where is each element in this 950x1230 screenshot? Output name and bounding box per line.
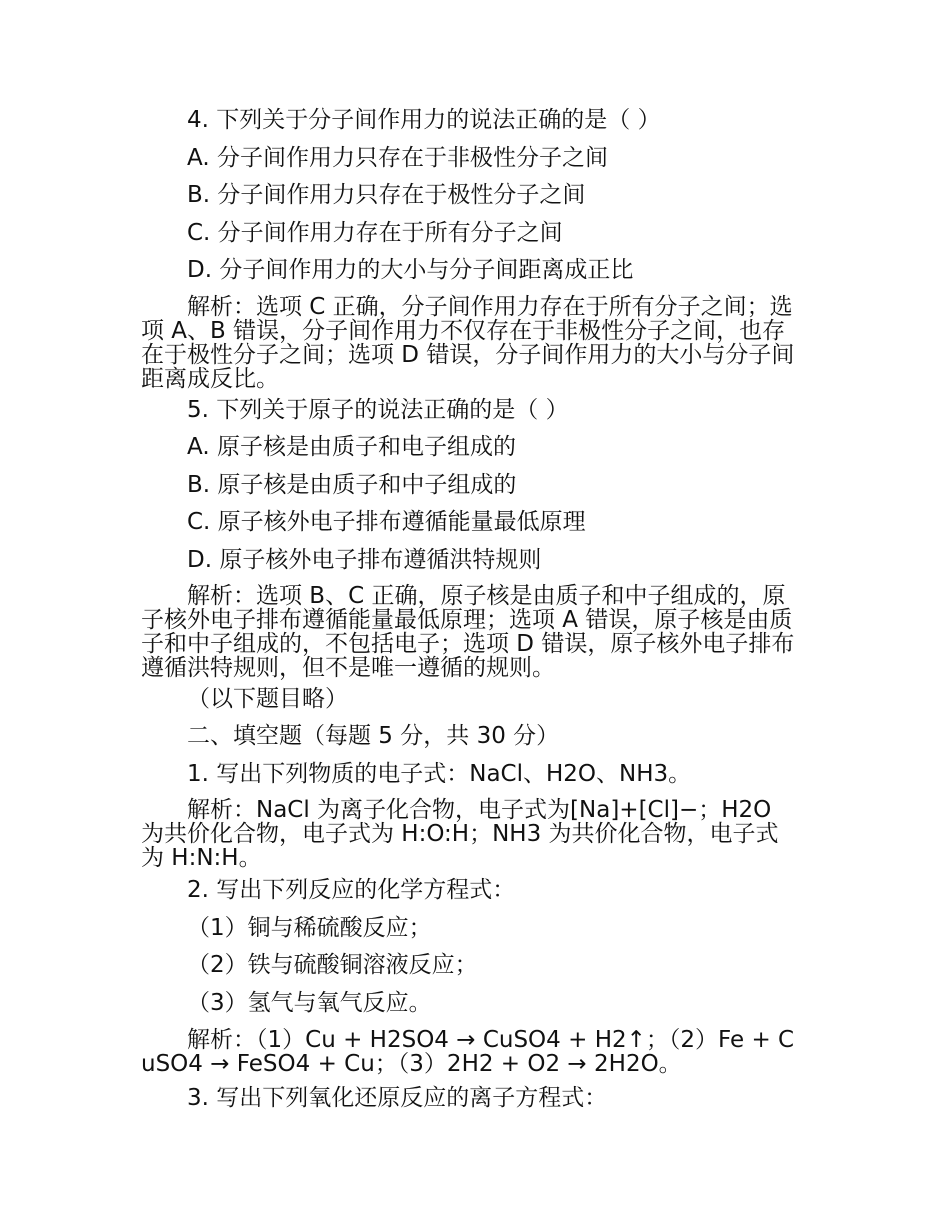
fill-question-2-sub-3: （3）氢气与氧气反应。 (187, 990, 432, 1016)
question-4-option-c: C. 分子间作用力存在于所有分子之间 (187, 220, 563, 246)
fill-question-3-stem: 3. 写出下列氧化还原反应的离子方程式： (187, 1085, 608, 1111)
question-5-option-a: A. 原子核是由质子和电子组成的 (187, 434, 516, 460)
question-5-option-b: B. 原子核是由质子和中子组成的 (187, 472, 517, 498)
fill-question-1-stem: 1. 写出下列物质的电子式：NaCl、H2O、NH3。 (187, 761, 692, 787)
question-4-option-d: D. 分子间作用力的大小与分子间距离成正比 (187, 257, 634, 283)
question-5-analysis: 解析：选项 B、C 正确，原子核是由质子和中子组成的，原子核外电子排布遵循能量最低原理；选项 A 错误，原子核是由质子和中子组成的，不包括电子；选项 D 错误，原子核外电子排布遵循洪特规则，但不是唯一遵循的规则。 (141, 583, 795, 681)
omitted-note: （以下题目略） (187, 686, 348, 712)
question-4-stem: 4. 下列关于分子间作用力的说法正确的是（ ） (187, 107, 661, 133)
question-5-option-c: C. 原子核外电子排布遵循能量最低原理 (187, 509, 586, 535)
fill-question-2-sub-2: （2）铁与硫酸铜溶液反应； (187, 952, 478, 978)
question-5-option-d: D. 原子核外电子排布遵循洪特规则 (187, 547, 542, 573)
fill-question-2-sub-1: （1）铜与稀硫酸反应； (187, 915, 432, 941)
fill-question-2-stem: 2. 写出下列反应的化学方程式： (187, 877, 516, 903)
question-5-stem: 5. 下列关于原子的说法正确的是（ ） (187, 397, 569, 423)
fill-question-2-analysis: 解析：（1）Cu + H2SO4 → CuSO4 + H2↑；（2）Fe + CuSO4 → FeSO4 + Cu；（3）2H2 + O2 → 2H2O。 (141, 1027, 795, 1077)
question-4-analysis: 解析：选项 C 正确，分子间作用力存在于所有分子之间；选项 A、B 错误，分子间作用力不仅存在于非极性分子之间，也存在于极性分子之间；选项 D 错误，分子间作用力的大小与分子间距离成反比。 (141, 294, 795, 392)
section-2-heading: 二、填空题（每题 5 分，共 30 分） (187, 723, 560, 749)
fill-question-1-analysis: 解析：NaCl 为离子化合物，电子式为[Na]+[Cl]−；H2O 为共价化合物，电子式为 H:O:H；NH3 为共价化合物，电子式为 H:N:H。 (141, 797, 779, 871)
question-4-option-b: B. 分子间作用力只存在于极性分子之间 (187, 182, 586, 208)
question-4-option-a: A. 分子间作用力只存在于非极性分子之间 (187, 145, 608, 171)
